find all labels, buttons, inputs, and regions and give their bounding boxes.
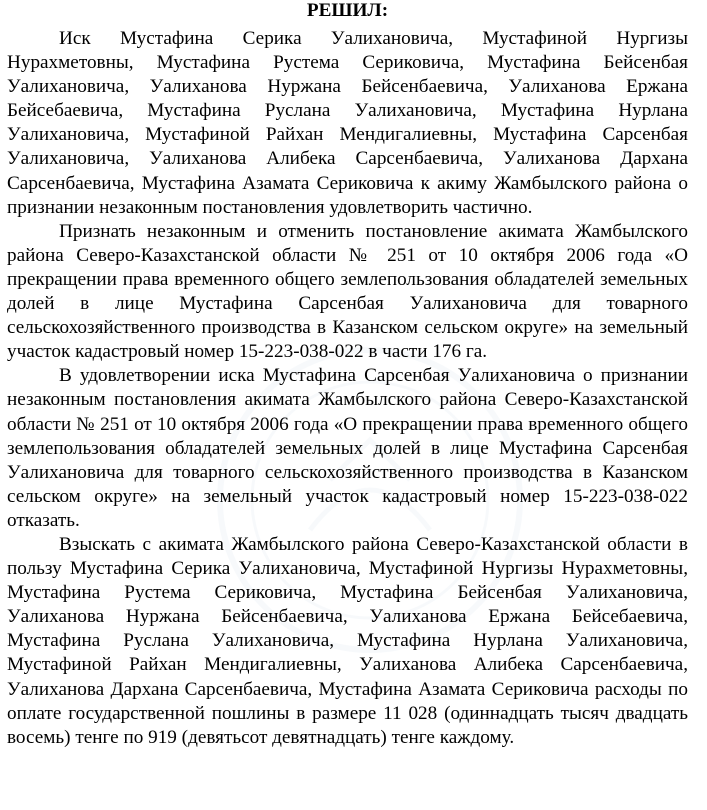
decision-heading: РЕШИЛ:: [306, 0, 389, 21]
decision-paragraph-4: Взыскать с акимата Жамбылского района Северо-Казахстанской области в пользу Мустафина Серика Уалихановича, Мустафиной Нургизы Нурахметовны, Мустафина Рустема Сериковича, Мустафина Бейсенбая Уалихановича, Уалиханова Нуржана Бейсенбаевича, Уалиханова Ержана Бейсебаевича, Мустафина Руслана Уалихановича, Мустафина Нурлана Уалихановича, Мустафиной Райхан Мендигалиевны, Уалиханова Алибека Сарсенбаевича, Уалиханова Дархана Сарсенбаевича, Мустафина Азамата Сериковича расходы по оплате государственной пошлины в размере 11 028 (одиннадцать тысяч двадцать восемь) тенге по 919 (девятьсот девятнадцать) тенге каждому.: [7, 533, 688, 748]
decision-paragraph-3: В удовлетворении иска Мустафина Сарсенбая Уалихановича о признании незаконным постановления акимата Жамбылского района Северо-Казахстанской области № 251 от 10 октября 2006 года «О прекращении права временного общего землепользования обладателей земельных долей в лице Мустафина Сарсенбая Уалихановича для товарного сельскохозяйственного производства в Казанском сельском округе» на земельный участок кадастровый номер 15-223-038-022 отказать.: [7, 365, 688, 531]
court-decision-page: [7, 0, 688, 750]
decision-paragraph-1: Иск Мустафина Серика Уалихановича, Мустафиной Нургизы Нурахметовны, Мустафина Рустема Сериковича, Мустафина Бейсенбая Уалихановича, Уалиханова Нуржана Бейсенбаевича, Уалиханова Ержана Бейсебаевича, Мустафина Руслана Уалихановича, Мустафина Нурлана Уалихановича, Мустафиной Райхан Мендигалиевны, Мустафина Сарсенбая Уалихановича, Уалиханова Алибека Сарсенбаевича, Уалиханова Дархана Сарсенбаевича, Мустафина Азамата Сериковича к акиму Жамбылского района о признании незаконным постановления удовлетворить частично.: [7, 28, 688, 218]
decision-paragraph-2: Признать незаконным и отменить постановление акимата Жамбылского района Северо-Казахстанской области № 251 от 10 октября 2006 года «О прекращении права временного общего землепользования обладателей земельных долей в лице Мустафина Сарсенбая Уалихановича для товарного сельскохозяйственного производства в Казанском сельском округе» на земельный участок кадастровый номер 15-223-038-022 в части 176 га.: [7, 220, 688, 363]
